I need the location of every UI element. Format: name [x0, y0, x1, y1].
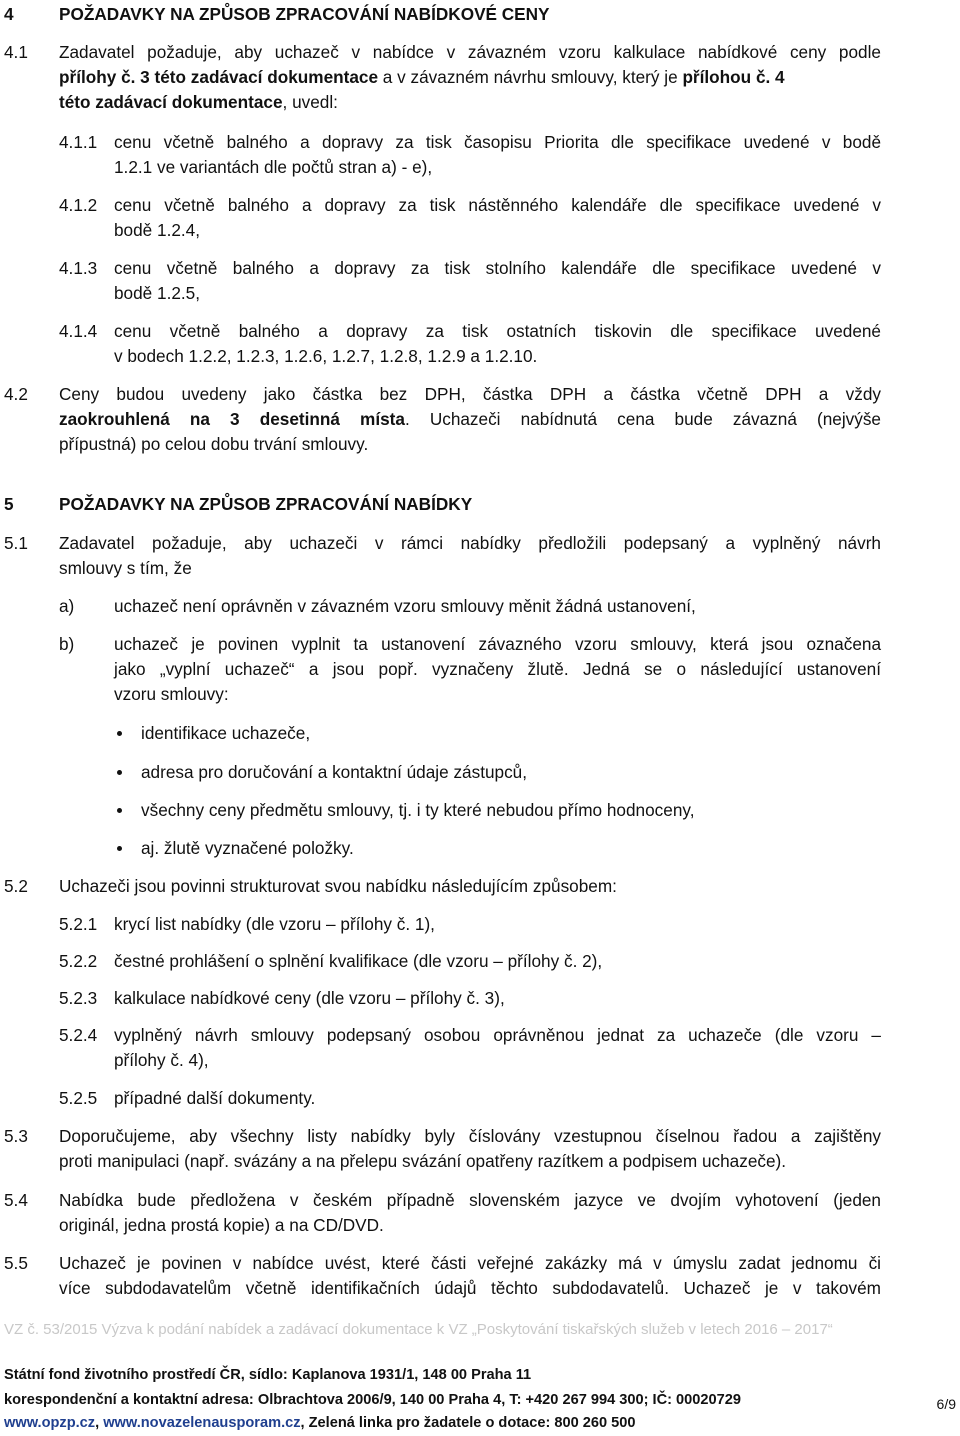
- item-5-2-4-line-1: vyplněný návrh smlouvy podepsaný osobou oprávněnou jednat za uchazeče (dle vzoru –: [114, 1025, 881, 1045]
- footer-link-opzp[interactable]: www.opzp.cz: [4, 1415, 96, 1431]
- item-4-1-4-line-2: v bodech 1.2.2, 1.2.3, 1.2.6, 1.2.7, 1.2.8, 1.2.9 a 1.2.10.: [114, 346, 538, 366]
- footer-address: korespondenční a kontaktní adresa: Olbrachtova 2006/9, 140 00 Praha 4, T: +420 267 994 300; IČ: 00020729: [4, 1392, 741, 1408]
- para-5-5-line-1: Uchazeč je povinen v nabídce uvést, které části veřejné zakázky má v úmyslu zadat jednomu či: [59, 1253, 881, 1273]
- item-b-label: b): [59, 634, 75, 654]
- section-4-title: POŽADAVKY NA ZPŮSOB ZPRACOVÁNÍ NABÍDKOVÉ CENY: [59, 4, 550, 24]
- footer-hotline: , Zelená linka pro žadatele o dotace: 800 260 500: [300, 1415, 636, 1431]
- para-5-4-line-1: Nabídka bude předložena v českém případně slovenském jazyce ve dvojím vyhotovení (jeden: [59, 1190, 881, 1210]
- para-4-2-number: 4.2: [4, 384, 28, 404]
- footer-tender-reference: VZ č. 53/2015 Výzva k podání nabídek a zadávací dokumentace k VZ „Poskytování tiskařských služeb v letech 2016 – 2017“: [4, 1321, 833, 1338]
- item-5-2-1-text: krycí list nabídky (dle vzoru – přílohy č. 1),: [114, 914, 435, 934]
- para-5-2-number: 5.2: [4, 876, 28, 896]
- bullet-dot: [117, 731, 122, 736]
- para-5-1-line-1: Zadavatel požaduje, aby uchazeči v rámci nabídky předložili podepsaný a vyplněný návrh: [59, 533, 881, 553]
- para-5-4-number: 5.4: [4, 1190, 28, 1210]
- bullet-item-4: aj. žlutě vyznačené položky.: [141, 838, 354, 858]
- item-4-1-3-line-1: cenu včetně balného a dopravy za tisk stolního kalendáře dle specifikace uvedené v: [114, 258, 881, 278]
- item-5-2-4-number: 5.2.4: [59, 1025, 98, 1045]
- para-4-2-line-1: Ceny budou uvedeny jako částka bez DPH, částka DPH a částka včetně DPH a vždy: [59, 384, 881, 404]
- footer-org-name: Státní fond životního prostředí ČR: [4, 1367, 241, 1383]
- page-number: 6/9: [936, 1396, 956, 1412]
- bullet-dot: [117, 846, 122, 851]
- item-5-2-5-text: případné další dokumenty.: [114, 1088, 316, 1108]
- item-4-1-1-line-2: 1.2.1 ve variantách dle počtů stran a) - e),: [114, 157, 433, 177]
- item-4-1-1-number: 4.1.1: [59, 132, 98, 152]
- para-5-5-number: 5.5: [4, 1253, 28, 1273]
- section-4-number: 4: [4, 4, 14, 24]
- section-5-title: POŽADAVKY NA ZPŮSOB ZPRACOVÁNÍ NABÍDKY: [59, 494, 473, 514]
- item-a-label: a): [59, 596, 75, 616]
- item-4-1-1-line-1: cenu včetně balného a dopravy za tisk časopisu Priorita dle specifikace uvedené v bodě: [114, 132, 881, 152]
- item-4-1-2-number: 4.1.2: [59, 195, 98, 215]
- para-4-2-line-3: přípustná) po celou dobu trvání smlouvy.: [59, 434, 369, 454]
- item-4-1-3-number: 4.1.3: [59, 258, 98, 278]
- bullet-item-2: adresa pro doručování a kontaktní údaje zástupců,: [141, 762, 528, 782]
- item-4-1-2-line-2: bodě 1.2.4,: [114, 220, 201, 240]
- item-4-1-4-line-1: cenu včetně balného a dopravy za tisk ostatních tiskovin dle specifikace uvedené: [114, 321, 881, 341]
- para-5-3-line-2: proti manipulaci (např. svázány a na přelepu svázání opatřeny razítkem a podpisem uchazeče).: [59, 1151, 787, 1171]
- para-4-1-number: 4.1: [4, 42, 28, 62]
- item-b-line-2: jako „vyplní uchazeč“ a jsou popř. vyznačeny žlutě. Jedná se o následující ustanovení: [114, 659, 881, 679]
- item-b-line-3: vzoru smlouvy:: [114, 684, 229, 704]
- footer-org-line: Státní fond životního prostředí ČR, sídlo: Kaplanova 1931/1, 148 00 Praha 11: [4, 1367, 532, 1383]
- item-5-2-1-number: 5.2.1: [59, 914, 98, 934]
- item-5-2-3-text: kalkulace nabídkové ceny (dle vzoru – přílohy č. 3),: [114, 988, 505, 1008]
- para-4-1-line-3: této zadávací dokumentace, uvedl:: [59, 92, 338, 112]
- section-5-number: 5: [4, 494, 14, 514]
- para-4-1-line-1: Zadavatel požaduje, aby uchazeč v nabídce v závazném vzoru kalkulace nabídkové ceny podle: [59, 42, 881, 62]
- item-5-2-2-text: čestné prohlášení o splnění kvalifikace (dle vzoru – přílohy č. 2),: [114, 951, 603, 971]
- item-5-2-4-line-2: přílohy č. 4),: [114, 1050, 209, 1070]
- para-5-1-line-2: smlouvy s tím, že: [59, 558, 192, 578]
- item-a-text: uchazeč není oprávněn v závazném vzoru smlouvy měnit žádná ustanovení,: [114, 596, 696, 616]
- bullet-item-3: všechny ceny předmětu smlouvy, tj. i ty které nebudou přímo hodnoceny,: [141, 800, 695, 820]
- rounding-rule: zaokrouhlená na 3 desetinná místa: [59, 409, 405, 429]
- para-5-2-line-1: Uchazeči jsou povinni strukturovat svou nabídku následujícím způsobem:: [59, 876, 617, 896]
- item-b-line-1: uchazeč je povinen vyplnit ta ustanovení závazného vzoru smlouvy, která jsou označena: [114, 634, 881, 654]
- item-5-2-2-number: 5.2.2: [59, 951, 98, 971]
- para-5-1-number: 5.1: [4, 533, 28, 553]
- bullet-dot: [117, 770, 122, 775]
- para-5-3-number: 5.3: [4, 1126, 28, 1146]
- bullet-dot: [117, 808, 122, 813]
- para-4-1-line-2: přílohy č. 3 této zadávací dokumentace a v závazném návrhu smlouvy, který je přílohou č. 4: [59, 67, 785, 87]
- item-5-2-5-number: 5.2.5: [59, 1088, 98, 1108]
- item-4-1-3-line-2: bodě 1.2.5,: [114, 283, 201, 303]
- item-5-2-3-number: 5.2.3: [59, 988, 98, 1008]
- ref-priloha-3: přílohy č. 3 této zadávací dokumentace: [59, 67, 379, 87]
- bullet-item-1: identifikace uchazeče,: [141, 723, 311, 743]
- para-5-5-line-2: více subdodavatelům včetně identifikačních údajů těchto subdodavatelů. Uchazeč je v takovém: [59, 1278, 881, 1298]
- ref-priloha-4: přílohou č. 4: [682, 67, 785, 87]
- para-5-4-line-2: originál, jedna prostá kopie) a na CD/DVD.: [59, 1215, 384, 1235]
- item-4-1-4-number: 4.1.4: [59, 321, 98, 341]
- item-4-1-2-line-1: cenu včetně balného a dopravy za tisk nástěnného kalendáře dle specifikace uvedené v: [114, 195, 881, 215]
- para-4-2-line-2: zaokrouhlená na 3 desetinná místa. Uchazeči nabídnutá cena bude závazná (nejvýše: [59, 409, 881, 429]
- footer-links-line: www.opzp.cz, www.novazelenausporam.cz, Zelená linka pro žadatele o dotace: 800 260 500: [4, 1415, 636, 1431]
- para-5-3-line-1: Doporučujeme, aby všechny listy nabídky byly číslovány vzestupnou číselnou řadou a zajištěny: [59, 1126, 881, 1146]
- footer-link-novazelenausporam[interactable]: www.novazelenausporam.cz: [103, 1415, 301, 1431]
